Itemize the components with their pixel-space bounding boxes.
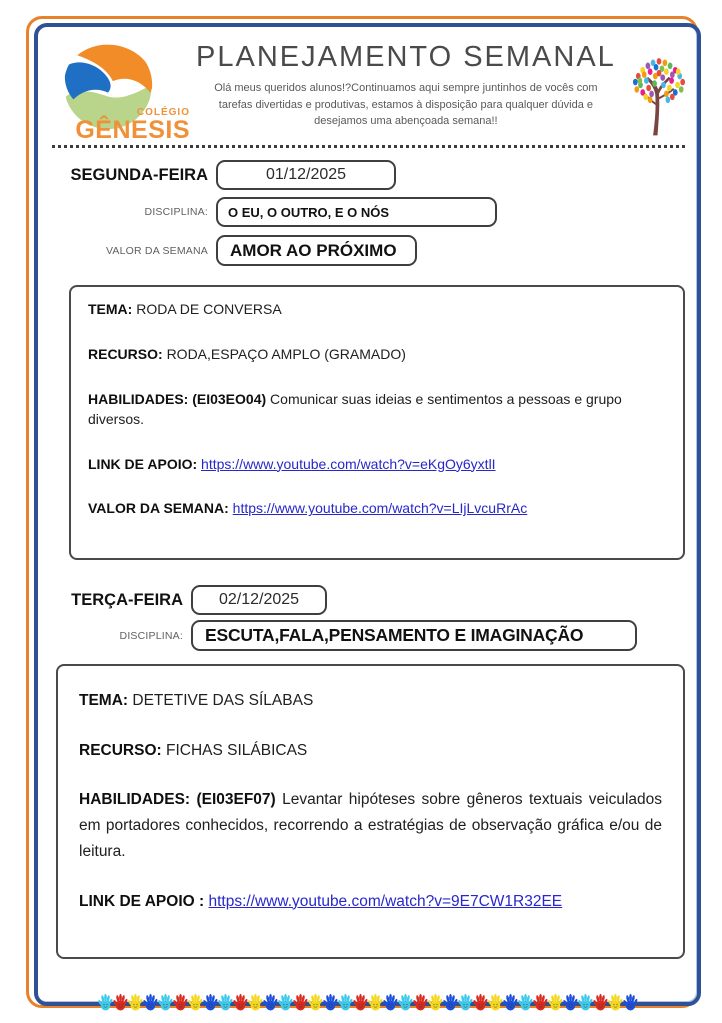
hand-icon xyxy=(368,989,383,1015)
tuesday-disciplina-value: ESCUTA,FALA,PENSAMENTO E IMAGINAÇÃO xyxy=(205,625,584,645)
tuesday-section xyxy=(38,585,697,959)
monday-valor-label: VALOR DA SEMANA xyxy=(105,244,208,257)
tuesday-disciplina-box xyxy=(191,620,637,651)
tuesday-recurso-label: RECURSO: xyxy=(79,741,162,759)
tuesday-apoio-link[interactable]: https://www.youtube.com/watch?v=9E7CW1R32EE xyxy=(208,892,563,910)
monday-habilidades xyxy=(88,390,666,430)
hand-icon xyxy=(398,989,413,1015)
dotted-separator xyxy=(52,145,685,148)
monday-day-label: SEGUNDA-FEIRA xyxy=(70,165,208,184)
tuesday-day-label: TERÇA-FEIRA xyxy=(71,590,183,609)
monday-disciplina-label: DISCIPLINA: xyxy=(144,206,208,218)
hand-icon xyxy=(113,989,128,1015)
header-center xyxy=(190,37,622,130)
hand-icon xyxy=(473,989,488,1015)
monday-tema-label: TEMA: xyxy=(88,301,133,317)
monday-valor-link-row xyxy=(88,499,666,519)
hand-icon xyxy=(128,989,143,1015)
tuesday-tema-label: TEMA: xyxy=(79,692,129,709)
monday-tema xyxy=(88,300,666,320)
monday-habilidades-value: Comunicar suas ideias e sentimentos a pessoas e grupo diversos. xyxy=(88,390,622,427)
monday-recurso xyxy=(88,345,666,365)
monday-apoio-link[interactable]: https://www.youtube.com/watch?v=eKgOy6yxtlI xyxy=(201,455,496,472)
monday-tema-value: RODA DE CONVERSA xyxy=(136,301,282,317)
monday-link-label: LINK DE APOIO: xyxy=(88,455,198,472)
tuesday-link-label: LINK DE APOIO : xyxy=(79,892,205,910)
monday-card xyxy=(69,285,685,560)
monday-valor-box xyxy=(216,235,417,266)
inner-blue-border xyxy=(34,23,701,1006)
monday-section xyxy=(38,160,697,560)
school-logo xyxy=(58,37,190,144)
monday-date: 01/12/2025 xyxy=(265,166,347,183)
monday-recurso-label: RECURSO: xyxy=(88,345,163,362)
hand-icon xyxy=(173,989,188,1015)
hand-icon xyxy=(308,989,323,1015)
hand-icon xyxy=(203,989,218,1015)
monday-disciplina-box xyxy=(216,197,497,227)
monday-valor-link[interactable]: https://www.youtube.com/watch?v=LIjLvcuRrAc xyxy=(232,500,528,517)
hand-icon xyxy=(518,989,533,1015)
page-title: PLANEJAMENTO SEMANAL xyxy=(196,41,616,73)
handprint-tree-icon xyxy=(622,43,696,147)
tuesday-disciplina-label: DISCIPLINA: xyxy=(119,629,183,642)
hand-icon xyxy=(233,989,248,1015)
hand-icon xyxy=(623,989,638,1015)
monday-habilidades-label: HABILIDADES: (EI03EO04) xyxy=(88,390,267,407)
monday-link-row xyxy=(88,455,666,475)
hand-icon xyxy=(158,989,173,1015)
tuesday-date-box xyxy=(191,585,327,615)
header xyxy=(38,27,697,145)
hand-icon xyxy=(428,989,443,1015)
monday-disciplina-value: O EU, O OUTRO, E O NÓS xyxy=(228,204,390,220)
hand-icon xyxy=(143,989,158,1015)
tuesday-tema xyxy=(79,688,662,714)
hand-icon xyxy=(353,989,368,1015)
logo-genesis-text: GÊNESIS xyxy=(75,116,190,144)
hand-icon xyxy=(488,989,503,1015)
hand-icon xyxy=(458,989,473,1015)
hand-icon xyxy=(413,989,428,1015)
tuesday-link-row xyxy=(79,889,662,915)
logo-colegio-text: COLÉGIO xyxy=(136,107,190,118)
monday-date-box xyxy=(216,160,396,190)
hand-icon xyxy=(503,989,518,1015)
hand-icon xyxy=(608,989,623,1015)
hand-icon xyxy=(563,989,578,1015)
hand-icon xyxy=(593,989,608,1015)
hand-icon xyxy=(383,989,398,1015)
monday-valor-link-label: VALOR DA SEMANA: xyxy=(88,500,229,517)
tuesday-recurso-value: FICHAS SILÁBICAS xyxy=(165,741,308,759)
tuesday-recurso xyxy=(79,738,662,764)
hand-icon xyxy=(323,989,338,1015)
hand-icon xyxy=(188,989,203,1015)
hand-icon xyxy=(98,989,113,1015)
hand-icon xyxy=(443,989,458,1015)
logo-text xyxy=(75,108,190,143)
hand-icon xyxy=(263,989,278,1015)
hands-row xyxy=(38,985,697,1015)
hand-icon xyxy=(293,989,308,1015)
monday-valor-value: AMOR AO PRÓXIMO xyxy=(230,240,397,260)
hand-icon xyxy=(578,989,593,1015)
hand-icon xyxy=(248,989,263,1015)
tuesday-habilidades xyxy=(79,787,662,864)
hand-icon xyxy=(338,989,353,1015)
hand-icon xyxy=(218,989,233,1015)
hand-icon xyxy=(548,989,563,1015)
monday-recurso-value: RODA,ESPAÇO AMPLO (GRAMADO) xyxy=(166,345,406,362)
tuesday-card xyxy=(56,664,685,959)
header-subtitle: Olá meus queridos alunos!?Continuamos aqui sempre juntinhos de vocês com tarefas divertidas e produtivas, estamos à disposição para qualquer dúvida e desejamos uma abençoada semana!! xyxy=(214,82,598,127)
hand-icon xyxy=(533,989,548,1015)
tuesday-tema-value: DETETIVE DAS SÍLABAS xyxy=(132,692,314,709)
tuesday-habilidades-label: HABILIDADES: (EI03EF07) xyxy=(79,791,276,809)
tuesday-date: 02/12/2025 xyxy=(218,591,300,608)
hand-icon xyxy=(278,989,293,1015)
tuesday-habilidades-value: Levantar hipóteses sobre gêneros textuais veiculados em portadores conhecidos, recorrendo a estratégias de observação gráfica e/ou de leitura. xyxy=(79,791,662,860)
